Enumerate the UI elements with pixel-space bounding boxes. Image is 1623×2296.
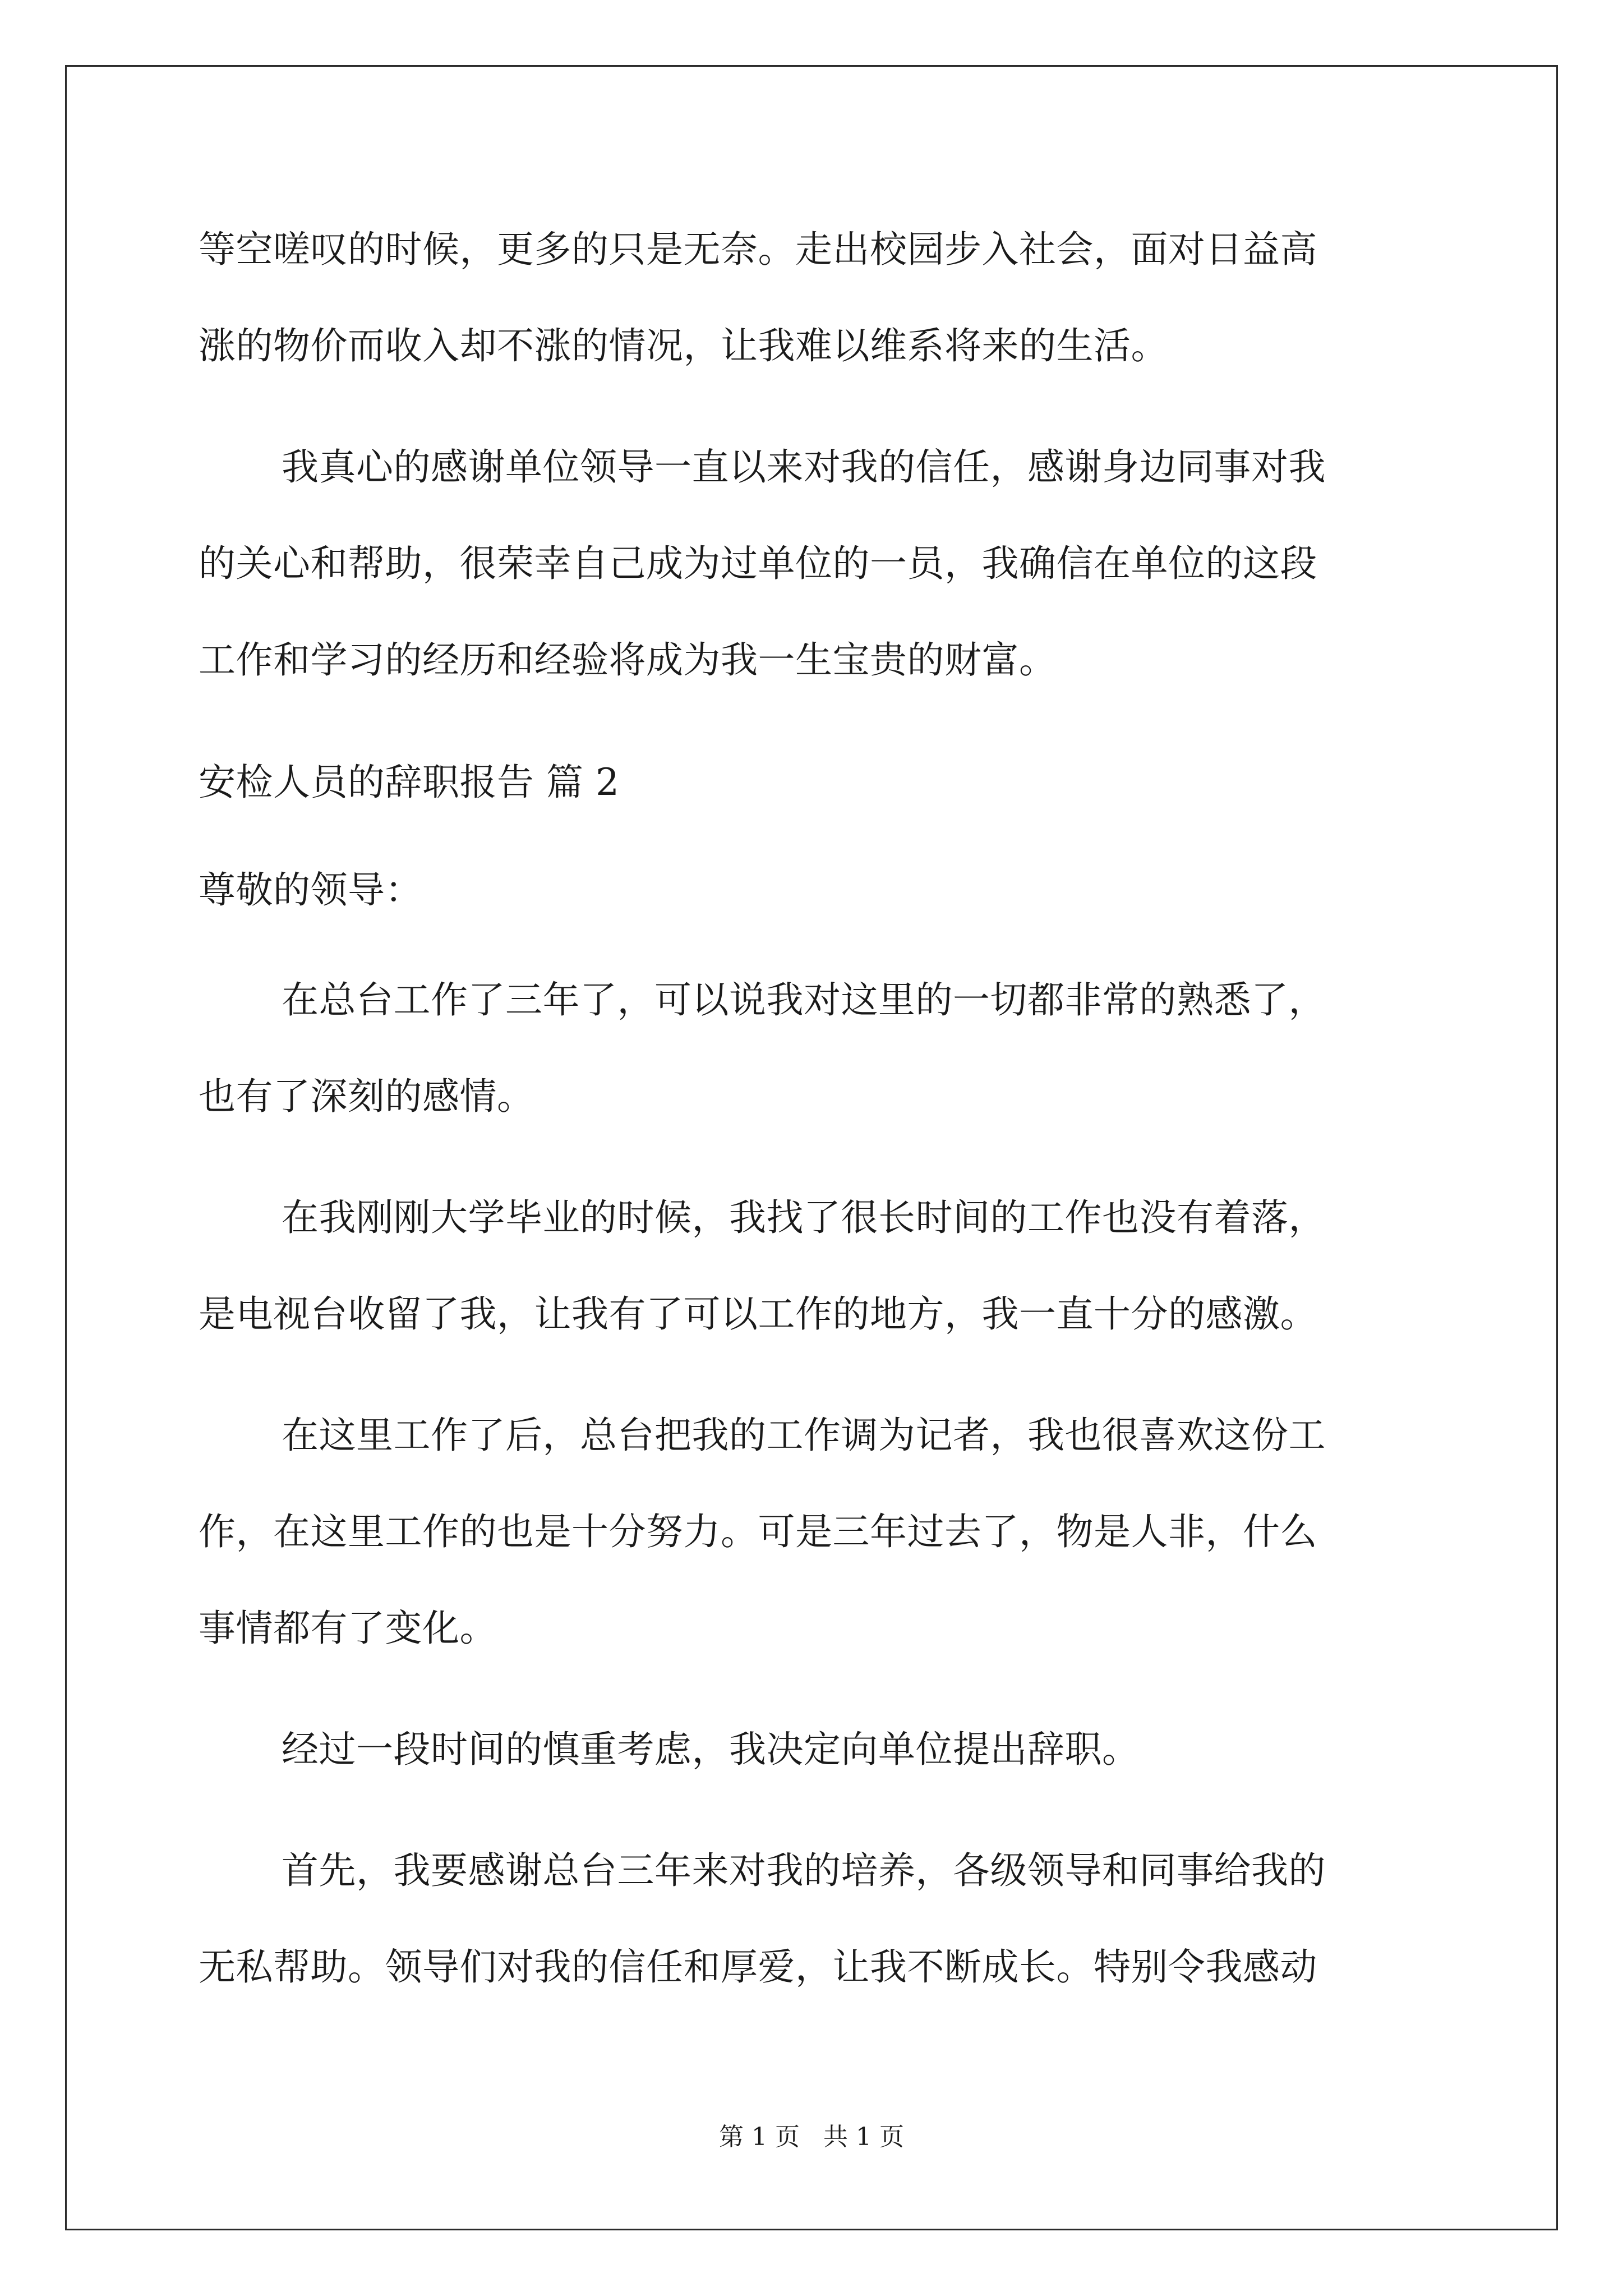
body-line-10: 在这里工作了后，总台把我的工作调为记者，我也很喜欢这份工	[282, 1414, 1326, 1457]
body-line-5: 工作和学习的经历和经验将成为我一生宝贵的财富。	[199, 638, 1057, 682]
page-number-footer: 第 1 页 共 1 页	[719, 2123, 904, 2151]
body-line-15: 无私帮助。领导们对我的信任和厚爱，让我不断成长。特别令我感动	[199, 1945, 1317, 1989]
body-line-11: 作，在这里工作的也是十分努力。可是三年过去了，物是人非，什么	[199, 1510, 1317, 1553]
body-line-13: 经过一段时间的慎重考虑，我决定向单位提出辞职。	[282, 1728, 1140, 1771]
salutation: 尊敬的领导：	[199, 868, 422, 912]
body-line-7: 也有了深刻的感情。	[199, 1075, 534, 1118]
body-line-8: 在我刚刚大学毕业的时候，我找了很长时间的工作也没有着落，	[282, 1196, 1326, 1239]
body-line-9: 是电视台收留了我，让我有了可以工作的地方，我一直十分的感激。	[199, 1292, 1317, 1336]
body-line-1: 等空嗟叹的时候，更多的只是无奈。走出校园步入社会，面对日益高	[199, 228, 1317, 271]
body-line-3: 我真心的感谢单位领导一直以来对我的信任，感谢身边同事对我	[282, 445, 1326, 489]
body-line-14: 首先，我要感谢总台三年来对我的培养，各级领导和同事给我的	[282, 1849, 1326, 1892]
body-line-2: 涨的物价而收入却不涨的情况，让我难以维系将来的生活。	[199, 324, 1168, 367]
page-border	[65, 65, 1558, 2230]
body-line-6: 在总台工作了三年了，可以说我对这里的一切都非常的熟悉了，	[282, 978, 1326, 1022]
body-line-12: 事情都有了变化。	[199, 1607, 497, 1650]
section-heading: 安检人员的辞职报告 篇 2	[199, 761, 620, 804]
body-line-4: 的关心和帮助，很荣幸自己成为过单位的一员，我确信在单位的这段	[199, 542, 1317, 585]
